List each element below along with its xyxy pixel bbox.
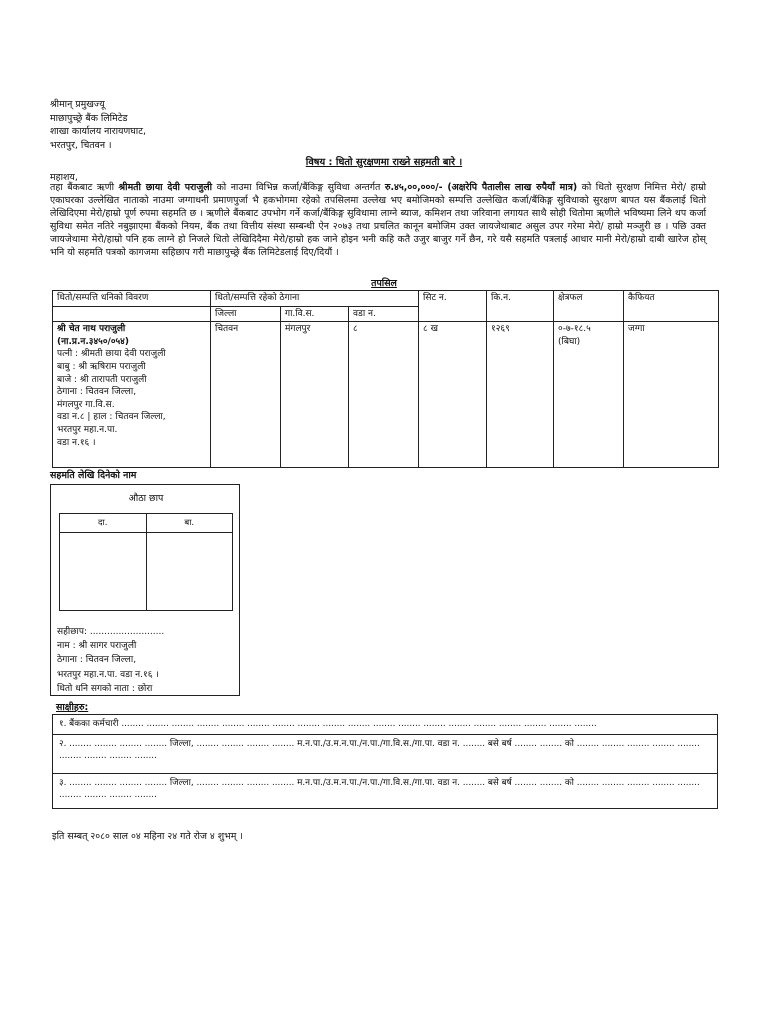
letter-body	[50, 182, 706, 259]
header-sheet: सिट न.	[419, 291, 487, 322]
witness-title: साक्षीहरु:	[56, 702, 89, 713]
owner-detail: पत्नी : श्रीमती छाया देवी पराजुली	[57, 349, 166, 360]
owner-name: श्री चेत नाथ पराजुली	[57, 324, 126, 335]
header-location: धितो/सम्पत्ति रहेको ठेगाना	[211, 291, 419, 307]
right-thumb-area[interactable]	[60, 533, 147, 611]
header-ward: वडा न.	[349, 306, 419, 322]
header-area: क्षेत्रफल	[554, 291, 624, 322]
signer-relation: धितो धनि सगको नाता : छोरा	[57, 683, 153, 694]
owner-detail: वडा न.१६ ।	[57, 437, 96, 448]
owner-detail: भरतपुर महा.न.पा.	[57, 424, 118, 435]
table-header-row	[53, 291, 719, 307]
cell-kitta: १२६९	[487, 322, 554, 468]
consent-title: सहमति लेखि दिनेको नाम	[50, 470, 137, 481]
thumbprint-box	[50, 484, 240, 696]
body-text: को नाउमा विभिन्न कर्जा/बैंकिङ्ग सुविधा अन्तर्गत	[216, 182, 381, 193]
body-text: को धितो सुरक्षण निमित्त मेरो/ हाम्रो एकाघरका उल्लेखित नाताको नाउमा जग्गाधनी प्रमाणपुर्जा भै हकभोगमा रहेको तपसिलमा उल्लेख भए बमोजिमको सम्पत्ति उल्लेखित कर्जा/बैंकिङ्ग सुविधाको सुरक्षण बापत यस बैंकलाई धितो लेखिदिएमा मेरो/हाम्रो पूर्ण रुपमा सहमति छ । ऋणीले बैंकबाट उपभोग गर्ने कर्जा/बैंकिङ्ग सुविधामा लाग्ने ब्याज, कमिशन तथा जरिवाना लगायत साथै सोही धितोमा ऋणीले भविष्यमा लिने थप कर्जा सुविधा समेत नतिरे नबुझाएमा बैंकको नियम, बैंक तथा वित्तीय संस्था सम्बन्धी ऐन २०७३ तथा प्रचलित कानून बमोजिम उक्त जायजेथाबाट असुल उपर गरेमा मेरो/ हाम्रो मञ्जुरी छ । पछि उक्त जायजेथामा मेरो/हाम्रो पनि हक लाग्ने हो निजले धितो लेखिदिदैमा मेरो/हाम्रो हक जाने होइन भनी कहि कतै उजुर बाजुर गर्ने छैन, गरे यसै सहमति पत्रलाई आधार मानी मेरो/हाम्रो दाबी खारेज होस् भनि यो सहमति पत्रको कागजमा सहिछाप गरी माछापुच्छ्रे बैंक लिमिटेडलाई दिए/दियौं ।	[50, 182, 707, 258]
cell-sheet: ८ ख	[419, 322, 487, 468]
cell-area	[554, 322, 624, 468]
salutation: महाशय,	[50, 172, 78, 183]
witness-row	[53, 715, 718, 735]
schedule-heading	[0, 276, 768, 289]
thumbprint-header-row	[60, 514, 233, 533]
cell-district: चितवन	[211, 322, 281, 468]
address-line: शाखा कार्यालय नारायणघाट,	[50, 126, 146, 137]
schedule-title: तपसिल	[371, 278, 397, 289]
witness-entry[interactable]: १. बैंकका कर्मचारी ........ ........ ........ ........ ........ ........ ........ ........ ........ ........ ........ ........ ........ ........ ........ ........ ........ ........ ........	[53, 715, 718, 735]
owner-detail: बाबु : श्री ऋषिराम पराजुली	[57, 361, 146, 372]
date-footer: इति सम्बत् २०८० साल ०४ महिना २४ गते रोज ४ शुभम् ।	[52, 831, 243, 842]
owner-citizenship: (ना.प्र.न.३४५०/०५४)	[57, 336, 129, 347]
body-text: तहा बैंकबाट ऋणी	[50, 182, 114, 193]
owner-cell	[53, 322, 211, 468]
subject-line	[0, 155, 768, 168]
left-thumb-area[interactable]	[146, 533, 233, 611]
address-line: भरतपुर, चितवन ।	[50, 139, 112, 151]
address-line: श्रीमान् प्रमुखज्यू	[50, 99, 105, 110]
owner-detail: ठेगाना : चितवन जिल्ला,	[57, 387, 137, 398]
header-remarks: कैफियत	[624, 291, 719, 322]
signer-details	[57, 625, 164, 696]
header-vdc: गा.वि.स.	[281, 306, 349, 322]
signer-address: भरतपुर महा.न.पा. वडा न.१६ ।	[57, 669, 159, 680]
signature-line[interactable]: सहीछाप: ..........................	[57, 627, 165, 637]
subject-text: विषय : धितो सुरक्षणमा राख्ने सहमती बारे ।	[305, 157, 463, 168]
header-kitta: कि.न.	[487, 291, 554, 322]
area-value: ०-७-१८.५	[558, 324, 591, 335]
witness-entry[interactable]: ३. ........ ........ ........ ........ जिल्ला, ........ ........ ........ ........ म.न.पा./उ.म.न.पा./न.पा./गा.वि.स./गा.पा. वडा न. ........ बसे बर्ष ........ ........ को ........ ........ ........ ........ ........ ........ ........ ........ ........	[53, 773, 718, 808]
owner-detail: मंगलपुर गा.वि.स.	[57, 399, 115, 410]
cell-ward: ८	[349, 322, 419, 468]
area-unit: (बिघा)	[558, 336, 581, 347]
owner-detail: वडा न.८ | हाल : चितवन जिल्ला,	[57, 412, 166, 423]
thumbprint-table	[59, 513, 233, 611]
borrower-name: श्रीमती छाया देवी पराजुली	[118, 182, 213, 193]
cell-remarks: जग्गा	[624, 322, 719, 468]
witness-table	[52, 714, 718, 809]
owner-detail: बाजे : श्री तारापती पराजुली	[57, 374, 147, 385]
signer-name: नाम : श्री सागर पराजुली	[57, 641, 137, 652]
cell-vdc: मंगलपुर	[281, 322, 349, 468]
witness-entry[interactable]: २. ........ ........ ........ ........ जिल्ला, ........ ........ ........ ........ म.न.पा./उ.म.न.पा./न.पा./गा.वि.स./गा.पा. वडा न. ........ बसे बर्ष ........ ........ को ........ ........ ........ ........ ........ ........ ........ ........ ........	[53, 734, 718, 773]
witness-row	[53, 773, 718, 808]
header-empty	[53, 306, 211, 322]
table-row	[53, 322, 719, 468]
recipient-address	[50, 98, 146, 152]
left-thumb-label: बा.	[146, 514, 233, 533]
property-table	[52, 290, 719, 468]
signer-address: ठेगाना : चितवन जिल्ला,	[57, 655, 137, 666]
header-owner: धितो/सम्पत्ति धनिको विवरण	[53, 291, 211, 307]
address-line: माछापुच्छ्रे बैंक लिमिटेड	[50, 112, 128, 124]
witness-row	[53, 734, 718, 773]
loan-amount: रु.४५,००,०००/- (अक्षरेपि पैतालीस लाख रुपैयाँ मात्र)	[384, 182, 578, 193]
thumbprint-title: औठा छाप	[128, 493, 164, 504]
thumbprint-area-row	[60, 533, 233, 611]
header-district: जिल्ला	[211, 306, 281, 322]
right-thumb-label: दा.	[60, 514, 147, 533]
